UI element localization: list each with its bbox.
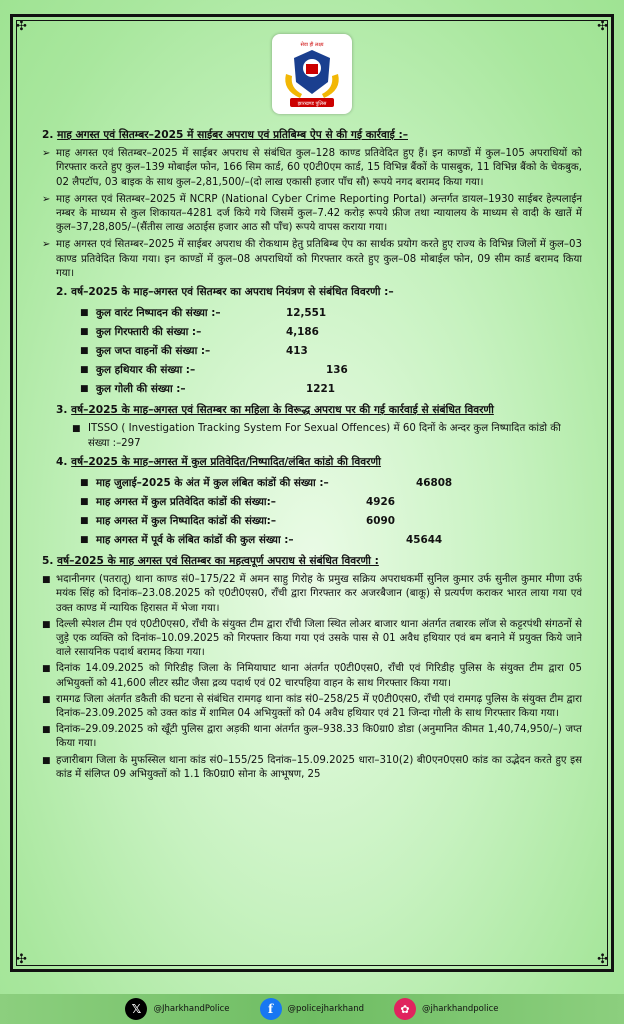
women-crime-heading: 3. वर्ष–2025 के माह–अगस्त एवं सितम्बर का महिला के विरूद्ध अपराध पर की गई कार्रवाई से संबंधित विवरणी xyxy=(56,404,494,417)
facebook-logo-icon: f xyxy=(260,998,282,1020)
social-footer xyxy=(0,994,624,1024)
square-bullet-icon: ■ xyxy=(80,516,89,527)
case-status-heading: 4. वर्ष–2025 के माह–अगस्त में कुल प्रतिवेदित/निष्पादित/लंबित कांडो की विवरणी xyxy=(56,455,381,468)
corner-ornament-icon: ✣ xyxy=(597,952,608,967)
stat-row: ■ माह अगस्त में कुल निष्पादित कांडों की संख्या:– 6090 xyxy=(80,512,582,531)
stat-row: ■ कुल हथियार की संख्या :– 136 xyxy=(80,361,582,380)
crime-control-heading: 2. वर्ष–2025 के माह–अगस्त एवं सितम्बर का अपराध नियंत्रण से संबंधित विवरणी :– xyxy=(56,286,394,299)
case-status-stats xyxy=(80,474,582,550)
case-item: ■ रामगढ जिला अंतर्गत डकैती की घटना से संबंधित रामगढ़ थाना कांड सं0–258/25 में ए0टी0एस0, राँची एवं रामगढ़ पुलिस के संयुक्त टीम द्वारा दिनांक–23.09.2025 को उक्त कांड में शामिल 04 अभियुक्तों को 04 अवैध हथियार एवं 21 जिन्दा गोली के साथ गिरफ्तार किया गया। xyxy=(42,693,582,721)
square-bullet-icon: ■ xyxy=(80,365,89,376)
corner-ornament-icon: ✣ xyxy=(597,19,608,34)
stat-row: ■ माह जुलाई–2025 के अंत में कुल लंबित कांडों की संख्या :– 46808 xyxy=(80,474,582,493)
stat-row: ■ कुल जप्त वाहनों की संख्या :– 413 xyxy=(80,342,582,361)
logo-motto: सेवा ही लक्ष्य xyxy=(300,42,324,48)
stat-row: ■ कुल गिरफ्तारी की संख्या :– 4,186 xyxy=(80,323,582,342)
case-item: ■ दिल्ली स्पेशल टीम एवं ए0टी0एस0, राँची के संयुक्त टीम द्वारा राँची जिला स्थित लोअर बाजार थाना अंतर्गत तबारक लॉज से कट्टरपंथी संगठनों से जुड़े एक व्यक्ति को दिनांक–10.09.2025 को गिरफ्तार किया गया एवं उसके पास से 01 अवैध हथियार एवं बम बनाने में प्रयुक्त किये जाने वाले रसायनिक पदार्थ बरामद किया गया। xyxy=(42,618,582,661)
itsso-item: ■ ITSSO ( Investigation Tracking System For Sexual Offences) में 60 दिनों के अन्दर कुल निष्पादित कांडो की संख्या :–297 xyxy=(72,422,582,450)
square-bullet-icon: ■ xyxy=(42,725,51,736)
square-bullet-icon: ■ xyxy=(80,497,89,508)
square-bullet-icon: ■ xyxy=(80,478,89,489)
square-bullet-icon: ■ xyxy=(80,346,89,357)
cyber-crime-paragraph: ➢ माह अगस्त एवं सितम्बर–2025 में साईबर अपराध से संबंधित कुल–128 काण्ड प्रतिवेदित हुए हैं। इन काण्डों में कुल–105 अपराधियों को गिरफ्तार करते हुए कुल–139 मोबाईल फोन, 166 सिम कार्ड, 60 ए0टी0एम कार्ड, 15 विभिन्न बैंकों के पासबुक, 11 विभिन्न बैंको के चेकबुक, 02 लैपटॉप, 03 बाइक के साथ कुल–2,81,500/–(दो लाख एकासी हजार पाँच सौ) रूपये नगद बरामद किया गया। xyxy=(42,147,582,190)
document-body xyxy=(42,124,582,944)
koo-link[interactable]: ✿ @jharkhandpolice xyxy=(394,998,498,1020)
x-logo-icon: 𝕏 xyxy=(125,998,147,1020)
corner-ornament-icon: ✣ xyxy=(16,952,27,967)
square-bullet-icon: ■ xyxy=(80,308,89,319)
square-bullet-icon: ■ xyxy=(42,619,51,630)
case-item: ■ भदानीनगर (पतरातू) थाना काण्ड सं0–175/22 में अमन साहु गिरोह के प्रमुख सक्रिय अपराधकर्मी सुनिल कुमार उर्फ सुनील कुमार मीणा उर्फ मयंक सिंह को दिनांक–23.08.2025 को ए0टी0एस0, राँची द्वारा गिरफ्तार कर अजरबैजान (बाकू) से प्रत्यर्पण कराकर भारत लाया गया एवं उक्त काण्ड में न्यायिक हिरासत में भेजा गया। xyxy=(42,573,582,616)
arrow-bullet-icon: ➢ xyxy=(42,239,51,251)
police-emblem-icon xyxy=(272,34,352,114)
square-bullet-icon: ■ xyxy=(80,327,89,338)
important-cases-heading: 5. वर्ष–2025 के माह अगस्त एवं सितम्बर का महत्वपूर्ण अपराध से संबंधित विवरणी : xyxy=(42,555,379,568)
square-bullet-icon: ■ xyxy=(42,755,51,766)
stat-row: ■ कुल वारंट निष्पादन की संख्या :– 12,551 xyxy=(80,304,582,323)
stat-row: ■ कुल गोली की संख्या :– 1221 xyxy=(80,380,582,399)
corner-ornament-icon: ✣ xyxy=(16,19,27,34)
section-2-heading: 2. माह अगस्त एवं सितम्बर–2025 में साईबर अपराध एवं प्रतिबिम्ब ऐप से की गई कार्रवाई :– xyxy=(42,129,408,141)
ncrp-paragraph: ➢ माह अगस्त एवं सितम्बर–2025 में NCRP (National Cyber Crime Reporting Portal) अन्तर्गत डायल–1930 साईबर हेल्पलाईन नम्बर के माध्यम से कुल शिकायत–4281 दर्ज किये गये जिसमें कुल–7.42 करोड़ रूपये फ्रीज तथा न्यायालय के माध्यम से वादी के खातें में कुल–37,28,805/–(सैंतीस लाख अठाईस हजार आठ सौ पाँच) रूपये वापस कराया गया। xyxy=(42,193,582,236)
stat-row: ■ माह अगस्त में पूर्व के लंबित कांडों की कुल संख्या :– 45644 xyxy=(80,531,582,550)
case-item: ■ दिनांक–29.09.2025 को खूँटी पुलिस द्वारा अड़की थाना अंतर्गत कुल–938.33 कि0ग्रा0 डोडा (अनुमानित कीमत 1,40,74,950/–) जप्त किया गया। xyxy=(42,723,582,751)
arrow-bullet-icon: ➢ xyxy=(42,148,51,160)
arrow-bullet-icon: ➢ xyxy=(42,193,51,205)
pratibimb-paragraph: ➢ माह अगस्त एवं सितम्बर–2025 में साईबर अपराध की रोकथाम हेतु प्रतिबिम्ब ऐप का सार्थक प्रयोग करते हुए राज्य के विभिन्न जिलों में कुल–03 काण्ड प्रतिवेदित किया गया। इन काण्डों में कुल–08 अपराधियों को गिरफ्तार करते हुए कुल–08 मोबाईल फोन, 09 सीम कार्ड बरामद किया गया। xyxy=(42,238,582,281)
logo-name: झारखण्ड पुलिस xyxy=(297,101,327,107)
square-bullet-icon: ■ xyxy=(42,575,51,586)
square-bullet-icon: ■ xyxy=(72,424,81,435)
case-item: ■ दिनांक 14.09.2025 को गिरिडीह जिला के निमियाघाट थाना अंतर्गत ए0टी0एस0, राँची एवं गिरिडीह पुलिस के संयुक्त टीम द्वारा 05 अभियुक्तों को 41,600 लीटर स्प्रीट जैसा द्रव्य पदार्थ एवं 02 चारपहिया वाहन के साथ गिरफ्तार किया गया। xyxy=(42,662,582,690)
koo-logo-icon: ✿ xyxy=(394,998,416,1020)
square-bullet-icon: ■ xyxy=(42,694,51,705)
jharkhand-police-logo xyxy=(272,34,352,114)
case-item: ■ हजारीबाग जिला के मुफस्सिल थाना कांड सं0–155/25 दिनांक–15.09.2025 धारा–310(2) बी0एन0एस0 कांड का उद्भेदन करते हुए इस कांड में संलिप्त 09 अभियुक्तों को 1.1 कि0ग्रा0 सोना के आभूषण, 25 xyxy=(42,754,582,782)
square-bullet-icon: ■ xyxy=(80,384,89,395)
x-link[interactable]: 𝕏 @JharkhandPolice xyxy=(125,998,229,1020)
crime-control-stats xyxy=(80,304,582,399)
facebook-link[interactable]: f @policejharkhand xyxy=(260,998,364,1020)
square-bullet-icon: ■ xyxy=(42,664,51,675)
stat-row: ■ माह अगस्त में कुल प्रतिवेदित कांडों की संख्या:– 4926 xyxy=(80,493,582,512)
square-bullet-icon: ■ xyxy=(80,535,89,546)
